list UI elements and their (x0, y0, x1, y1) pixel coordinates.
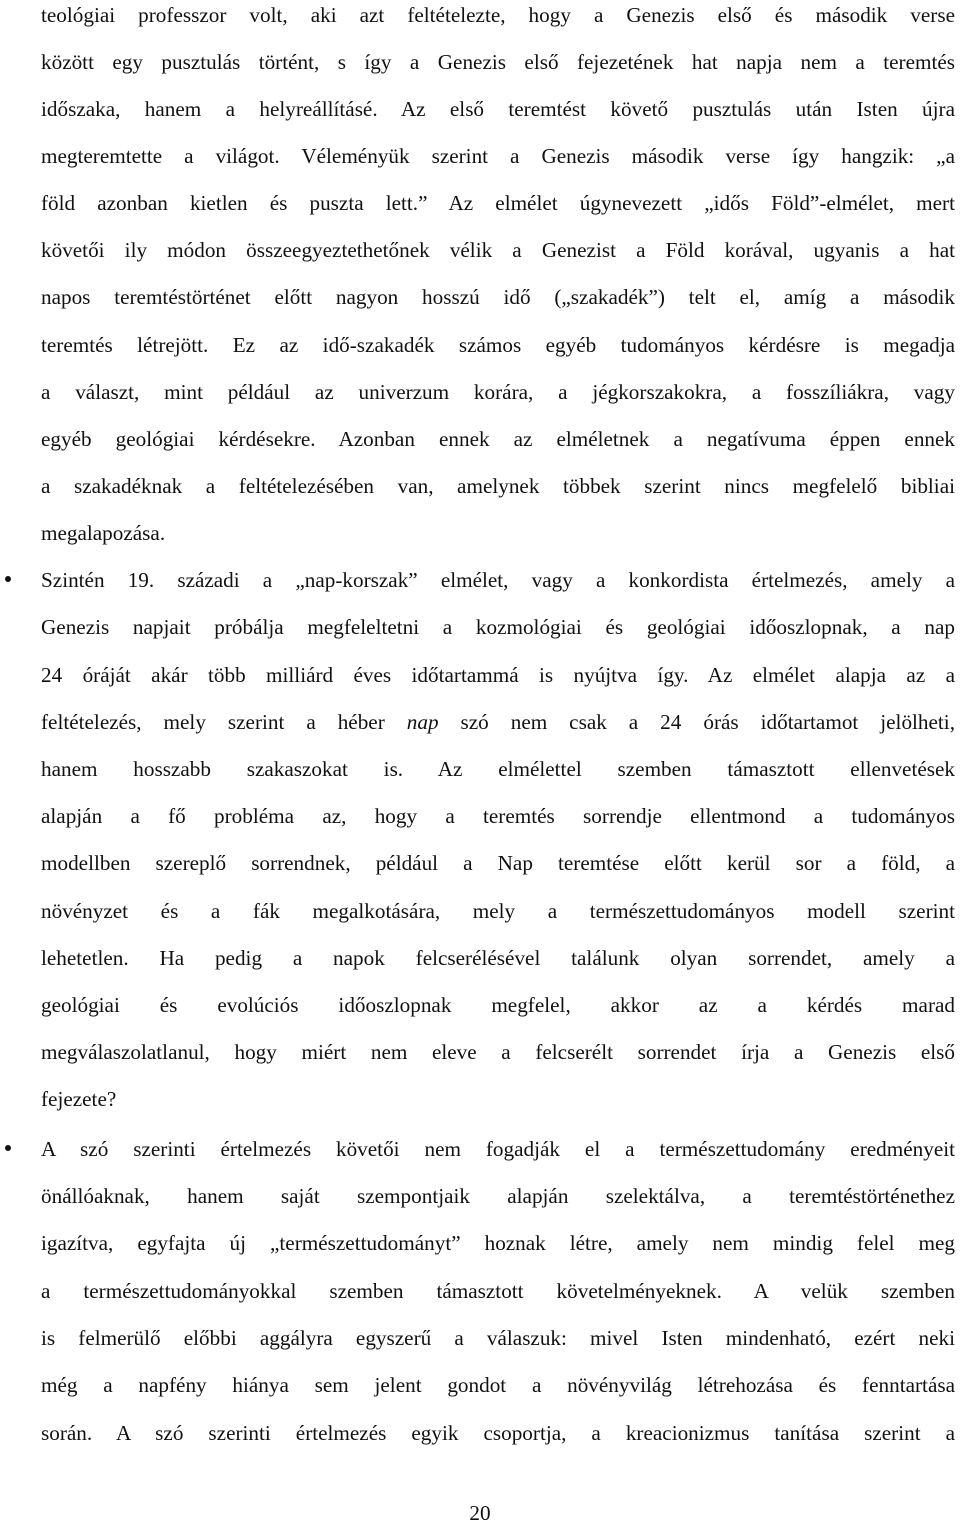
italic-word: nap (406, 710, 439, 734)
text-line: teológiai professzor volt, aki azt feltételezte, hogy a Genezis első és második verse (41, 3, 955, 27)
text-line: is felmerülő előbbi aggályra egyszerű a válaszuk: mivel Isten mindenható, ezért neki (41, 1326, 955, 1350)
text-line: igazítva, egyfajta új „természettudományt” hoznak létre, amely nem mindig felel meg (41, 1231, 955, 1255)
text-line: teremtés létrejött. Ez az idő-szakadék számos egyéb tudományos kérdésre is megadja (41, 333, 955, 357)
bullet-icon (5, 576, 11, 582)
text-span: szó nem csak a 24 órás időtartamot jelölheti, (438, 710, 955, 734)
text-line: megteremtette a világot. Véleményük szerint a Genezis második verse így hangzik: „a (41, 144, 955, 168)
bullet-icon (5, 1145, 11, 1151)
text-line: a választ, mint például az univerzum korára, a jégkorszakokra, a fosszíliákra, vagy (41, 380, 955, 404)
text-line: Szintén 19. századi a „nap-korszak” elmélet, vagy a konkordista értelmezés, amely a (41, 568, 955, 592)
text-line: napos teremtéstörténet előtt nagyon hosszú idő („szakadék”) telt el, amíg a második (41, 285, 955, 309)
text-line: önállóaknak, hanem saját szempontjaik alapján szelektálva, a teremtéstörténethez (41, 1184, 955, 1208)
text-line: között egy pusztulás történt, s így a Genezis első fejezetének hat napja nem a teremtés (41, 50, 955, 74)
text-line: növényzet és a fák megalkotására, mely a természettudományos modell szerint (41, 899, 955, 923)
text-line: a szakadéknak a feltételezésében van, amelynek többek szerint nincs megfelelő bibliai (41, 474, 955, 498)
text-line: geológiai és evolúciós időoszlopnak megfelel, akkor az a kérdés marad (41, 993, 955, 1017)
text-span: feltételezés, mely szerint a héber (41, 710, 407, 734)
text-line: A szó szerinti értelmezés követői nem fogadják el a természettudomány eredményeit (41, 1137, 955, 1161)
text-line: egyéb geológiai kérdésekre. Azonban ennek az elméletnek a negatívuma éppen ennek (41, 427, 955, 451)
text-line: során. A szó szerinti értelmezés egyik csoportja, a kreacionizmus tanítása szerint a (41, 1421, 955, 1445)
page-number: 20 (469, 1501, 491, 1525)
text-line: 24 óráját akár több milliárd éves időtartammá is nyújtva így. Az elmélet alapja az a (41, 663, 955, 687)
text-line: föld azonban kietlen és puszta lett.” Az elmélet úgynevezett „idős Föld”-elmélet, mert (41, 191, 955, 215)
text-line: modellben szereplő sorrendnek, például a Nap teremtése előtt kerül sor a föld, a (41, 851, 955, 875)
text-line: követői ily módon összeegyeztethetőnek vélik a Genezist a Föld korával, ugyanis a hat (41, 238, 955, 262)
text-line-with-italic (41, 707, 955, 737)
text-line: megalapozása. (41, 521, 166, 545)
text-line: megválaszolatlanul, hogy miért nem eleve a felcserélt sorrendet írja a Genezis első (41, 1040, 955, 1064)
text-line: Genezis napjait próbálja megfeleltetni a kozmológiai és geológiai időoszlopnak, a nap (41, 615, 955, 639)
text-line: még a napfény hiánya sem jelent gondot a növényvilág létrehozása és fenntartása (41, 1373, 955, 1397)
text-line: időszaka, hanem a helyreállításé. Az első teremtést követő pusztulás után Isten újra (41, 97, 955, 121)
text-line: hanem hosszabb szakaszokat is. Az elmélettel szemben támasztott ellenvetések (41, 757, 955, 781)
text-line: lehetetlen. Ha pedig a napok felcserélésével találunk olyan sorrendet, amely a (41, 946, 955, 970)
text-line: alapján a fő probléma az, hogy a teremtés sorrendje ellentmond a tudományos (41, 804, 955, 828)
text-line: fejezete? (41, 1087, 117, 1111)
text-line: a természettudományokkal szemben támasztott követelményeknek. A velük szemben (41, 1279, 955, 1303)
